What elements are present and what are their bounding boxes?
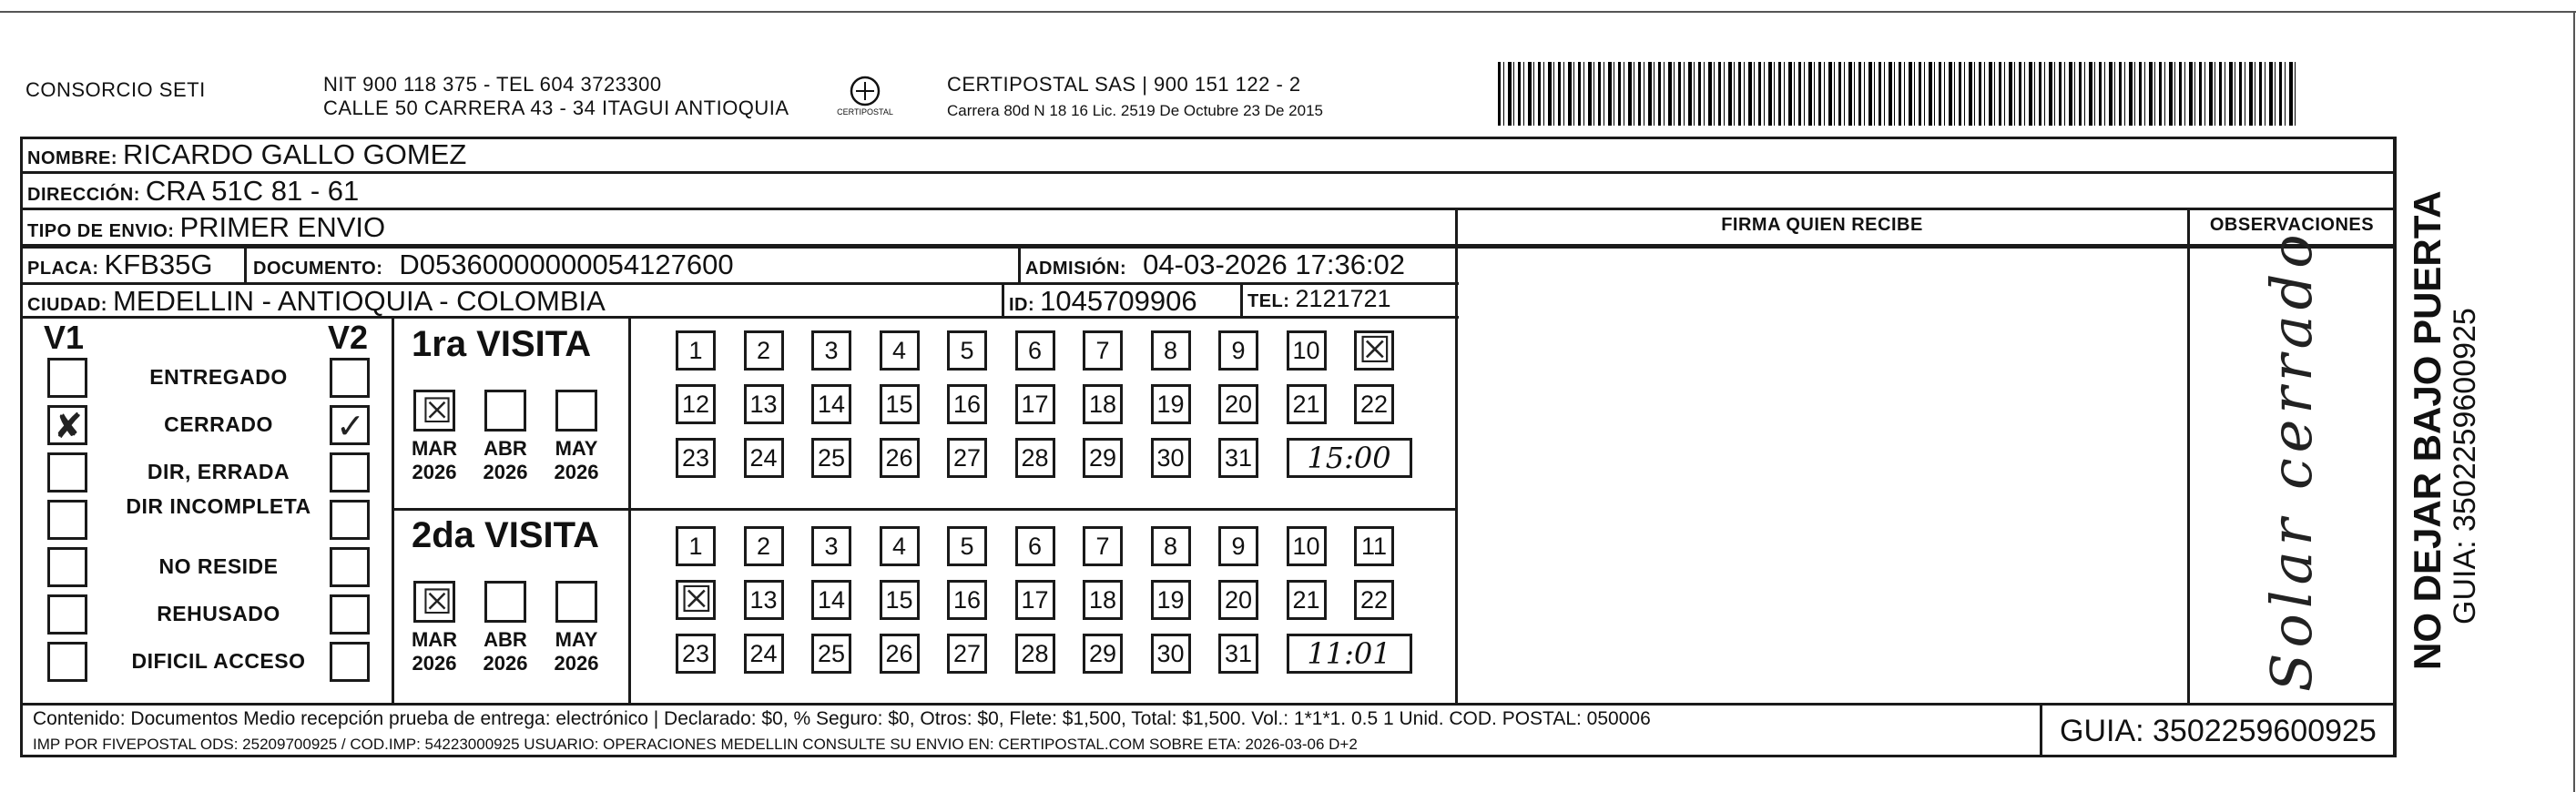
first-visit-month-checkbox-may[interactable]	[555, 390, 597, 432]
ciudad-field	[27, 285, 606, 318]
ciudad-value: MEDELLIN - ANTIOQUIA - COLOMBIA	[112, 285, 606, 317]
col-divider-obs	[2187, 208, 2190, 705]
first-visit-day-22[interactable]: 22	[1354, 384, 1394, 424]
row-divider	[20, 208, 2397, 210]
col-divider-guia	[2040, 703, 2042, 757]
first-visit-day-26[interactable]: 26	[880, 438, 920, 478]
second-visit-day-26[interactable]: 26	[880, 634, 920, 674]
nombre-label: NOMBRE:	[27, 148, 118, 168]
second-visit-month-label: MAR	[411, 628, 458, 651]
col-divider-admision	[1018, 246, 1021, 282]
second-visit-month-checkbox-mar[interactable]	[413, 581, 455, 623]
side-text	[2408, 190, 2482, 670]
second-visit-day-5[interactable]: 5	[947, 526, 987, 566]
firma-header-divider	[1455, 244, 2395, 247]
second-visit-day-25[interactable]: 25	[811, 634, 851, 674]
second-visit-day-29[interactable]: 29	[1083, 634, 1123, 674]
first-visit-day-27[interactable]: 27	[947, 438, 987, 478]
tipo-envio-field	[27, 211, 385, 244]
first-visit-title: 1ra VISITA	[412, 324, 592, 364]
direccion-value: CRA 51C 81 - 61	[145, 175, 360, 207]
documento-value: D05360000000054127600	[399, 249, 734, 280]
status-label-2: CERRADO	[164, 412, 273, 436]
second-visit-month-mark: ☒	[422, 582, 453, 622]
second-visit-month-label: ABR	[484, 628, 527, 651]
second-visit-day-3[interactable]: 3	[811, 526, 851, 566]
nombre-field	[27, 138, 466, 171]
second-visit-day-mark: ☒	[680, 579, 713, 621]
v1-check-mark: ✘	[54, 406, 83, 446]
first-visit-day-28[interactable]: 28	[1015, 438, 1055, 478]
second-visit-day-23[interactable]: 23	[676, 634, 716, 674]
first-visit-month-label: MAR	[411, 437, 458, 460]
first-visit-day-24[interactable]: 24	[744, 438, 784, 478]
second-visit-year-label: 2026	[554, 652, 599, 675]
second-visit-day-22[interactable]: 22	[1354, 580, 1394, 620]
second-visit-year-label: 2026	[483, 652, 528, 675]
first-visit-day-2[interactable]: 2	[744, 330, 784, 371]
observaciones-header: OBSERVACIONES	[2209, 215, 2375, 235]
second-visit-day-11[interactable]: 11	[1354, 526, 1394, 566]
placa-value: KFB35G	[104, 249, 213, 280]
footer-imp-line: IMP POR FIVEPOSTAL ODS: 25209700925 / COD.IMP: 54223000925 USUARIO: OPERACIONES MEDELLIN CONSULTE SU ENVIO EN: CERTIPOSTAL.COM SOBRE ETA: 2026-03-06 D+2	[33, 736, 1358, 753]
direccion-field	[27, 175, 359, 208]
col-divider-placa	[244, 246, 247, 282]
status-label-4: DIR INCOMPLETA	[126, 494, 311, 518]
footer-guia: GUIA: 3502259600925	[2060, 714, 2377, 748]
first-visit-day-16[interactable]: 16	[947, 384, 987, 424]
ciudad-label: CIUDAD:	[27, 295, 107, 315]
id-field	[1009, 285, 1197, 318]
first-visit-day-13[interactable]: 13	[744, 384, 784, 424]
certipostal-logo	[838, 71, 892, 126]
col-divider-tel	[1240, 282, 1243, 317]
id-label: ID:	[1009, 295, 1035, 315]
first-visit-day-23[interactable]: 23	[676, 438, 716, 478]
first-visit-day-6[interactable]: 6	[1015, 330, 1055, 371]
admision-value: 04-03-2026 17:36:02	[1143, 249, 1406, 280]
first-visit-year-label: 2026	[483, 461, 528, 483]
first-visit-day-30[interactable]: 30	[1151, 438, 1191, 478]
placa-label: PLACA:	[27, 259, 99, 279]
row-divider	[20, 171, 2397, 174]
observations-text: Solar cerrado	[2258, 228, 2325, 692]
admision-label: ADMISIÓN:	[1025, 259, 1127, 279]
status-label-3: DIR, ERRADA	[147, 460, 290, 483]
second-visit-day-28[interactable]: 28	[1015, 634, 1055, 674]
second-visit-day-15[interactable]: 15	[880, 580, 920, 620]
first-visit-day-14[interactable]: 14	[811, 384, 851, 424]
second-visit-day-18[interactable]: 18	[1083, 580, 1123, 620]
col-divider-id	[1002, 282, 1004, 317]
first-visit-year-label: 2026	[412, 461, 457, 483]
second-visit-day-6[interactable]: 6	[1015, 526, 1055, 566]
v2-check-mark: ✓	[336, 406, 365, 446]
second-visit-day-4[interactable]: 4	[880, 526, 920, 566]
second-visit-day-19[interactable]: 19	[1151, 580, 1191, 620]
logo-text: CERTIPOSTAL	[837, 107, 893, 117]
observations-handwriting	[2258, 228, 2325, 692]
firma-header: FIRMA QUIEN RECIBE	[1721, 215, 1923, 235]
first-visit-month-checkbox-mar[interactable]	[413, 390, 455, 432]
first-visit-time-box[interactable]: 15:00	[1287, 438, 1412, 478]
tipo-envio-value: PRIMER ENVIO	[179, 211, 386, 243]
second-visit-year-label: 2026	[412, 652, 457, 675]
second-visit-month-checkbox-abr[interactable]	[484, 581, 526, 623]
direccion-label: DIRECCIÓN:	[27, 185, 140, 205]
first-visit-day-mark: ☒	[1359, 330, 1391, 371]
second-visit-day-10[interactable]: 10	[1287, 526, 1327, 566]
side-guia: GUIA: 3502259600925	[2448, 308, 2482, 624]
nit-line: NIT 900 118 375 - TEL 604 3723300	[323, 73, 662, 96]
second-visit-day-16[interactable]: 16	[947, 580, 987, 620]
first-visit-day-3[interactable]: 3	[811, 330, 851, 371]
second-visit-day-14[interactable]: 14	[811, 580, 851, 620]
scan-right-edge	[2573, 11, 2575, 792]
first-visit-day-1[interactable]: 1	[676, 330, 716, 371]
second-visit-day-27[interactable]: 27	[947, 634, 987, 674]
second-visit-month-label: MAY	[555, 628, 598, 651]
second-visit-day-31[interactable]: 31	[1218, 634, 1258, 674]
first-visit-day-19[interactable]: 19	[1151, 384, 1191, 424]
barcode	[1498, 62, 2299, 126]
second-visit-day-20[interactable]: 20	[1218, 580, 1258, 620]
first-visit-day-8[interactable]: 8	[1151, 330, 1191, 371]
tel-value: 2121721	[1295, 285, 1391, 312]
tipo-envio-label: TIPO DE ENVIO:	[27, 221, 175, 241]
second-visit-day-17[interactable]: 17	[1015, 580, 1055, 620]
first-visit-day-17[interactable]: 17	[1015, 384, 1055, 424]
first-visit-day-4[interactable]: 4	[880, 330, 920, 371]
first-visit-day-25[interactable]: 25	[811, 438, 851, 478]
first-visit-day-21[interactable]: 21	[1287, 384, 1327, 424]
status-label-7: DIFICIL ACCESO	[131, 649, 306, 673]
first-visit-month-checkbox-abr[interactable]	[484, 390, 526, 432]
placa-field	[27, 249, 212, 281]
first-visit-month-mark: ☒	[422, 391, 453, 431]
id-value: 1045709906	[1040, 285, 1197, 317]
first-visit-day-15[interactable]: 15	[880, 384, 920, 424]
second-visit-month-checkbox-may[interactable]	[555, 581, 597, 623]
second-visit-day-21[interactable]: 21	[1287, 580, 1327, 620]
first-visit-day-29[interactable]: 29	[1083, 438, 1123, 478]
address-line: CALLE 50 CARRERA 43 - 34 ITAGUI ANTIOQUIA	[323, 96, 789, 119]
tel-field	[1247, 285, 1391, 313]
second-visit-day-30[interactable]: 30	[1151, 634, 1191, 674]
second-visit-day-2[interactable]: 2	[744, 526, 784, 566]
documento-field	[253, 249, 734, 281]
no-dejar-warning: NO DEJAR BAJO PUERTA	[2406, 190, 2449, 670]
status-label-5: NO RESIDE	[158, 554, 279, 578]
scan-top-edge	[0, 11, 2576, 13]
footer-contenido: Contenido: Documentos Medio recepción prueba de entrega: electrónico | Declarado: $0, % Seguro: $0, Otros: $0, Flete: $1,500, Total: $1,500. Vol.: 1*1*1. 0.5 1 Unid. COD. POSTAL: 050006	[33, 708, 1651, 729]
second-visit-day-1[interactable]: 1	[676, 526, 716, 566]
first-visit-day-11[interactable]	[1354, 330, 1394, 371]
second-visit-time-box[interactable]: 11:01	[1287, 634, 1412, 674]
documento-label: DOCUMENTO:	[253, 259, 383, 279]
second-visit-day-7[interactable]: 7	[1083, 526, 1123, 566]
first-visit-year-label: 2026	[554, 461, 599, 483]
license-line: Carrera 80d N 18 16 Lic. 2519 De Octubre 23 De 2015	[947, 102, 1323, 119]
v2-label: V2	[328, 319, 369, 356]
v1-label: V1	[44, 319, 85, 356]
admision-field	[1025, 249, 1405, 281]
tel-label: TEL:	[1247, 291, 1290, 311]
second-visit-day-8[interactable]: 8	[1151, 526, 1191, 566]
first-visit-month-label: ABR	[484, 437, 527, 460]
nombre-value: RICARDO GALLO GOMEZ	[123, 138, 467, 170]
courier-line: CERTIPOSTAL SAS | 900 151 122 - 2	[947, 73, 1301, 96]
first-visit-day-18[interactable]: 18	[1083, 384, 1123, 424]
first-visit-day-12[interactable]: 12	[676, 384, 716, 424]
second-visit-day-9[interactable]: 9	[1218, 526, 1258, 566]
second-visit-title: 2da VISITA	[412, 515, 599, 555]
second-visit-day-12[interactable]	[676, 580, 716, 620]
first-visit-day-9[interactable]: 9	[1218, 330, 1258, 371]
status-label-1: ENTREGADO	[149, 365, 288, 389]
visit-divider	[392, 508, 1457, 511]
col-divider-firma	[1455, 208, 1458, 705]
status-label-6: REHUSADO	[157, 602, 280, 625]
first-visit-day-10[interactable]: 10	[1287, 330, 1327, 371]
second-visit-day-24[interactable]: 24	[744, 634, 784, 674]
first-visit-day-20[interactable]: 20	[1218, 384, 1258, 424]
first-visit-month-label: MAY	[555, 437, 598, 460]
first-visit-day-31[interactable]: 31	[1218, 438, 1258, 478]
first-visit-day-7[interactable]: 7	[1083, 330, 1123, 371]
company-name: CONSORCIO SETI	[25, 78, 206, 101]
first-visit-day-5[interactable]: 5	[947, 330, 987, 371]
second-visit-day-13[interactable]: 13	[744, 580, 784, 620]
